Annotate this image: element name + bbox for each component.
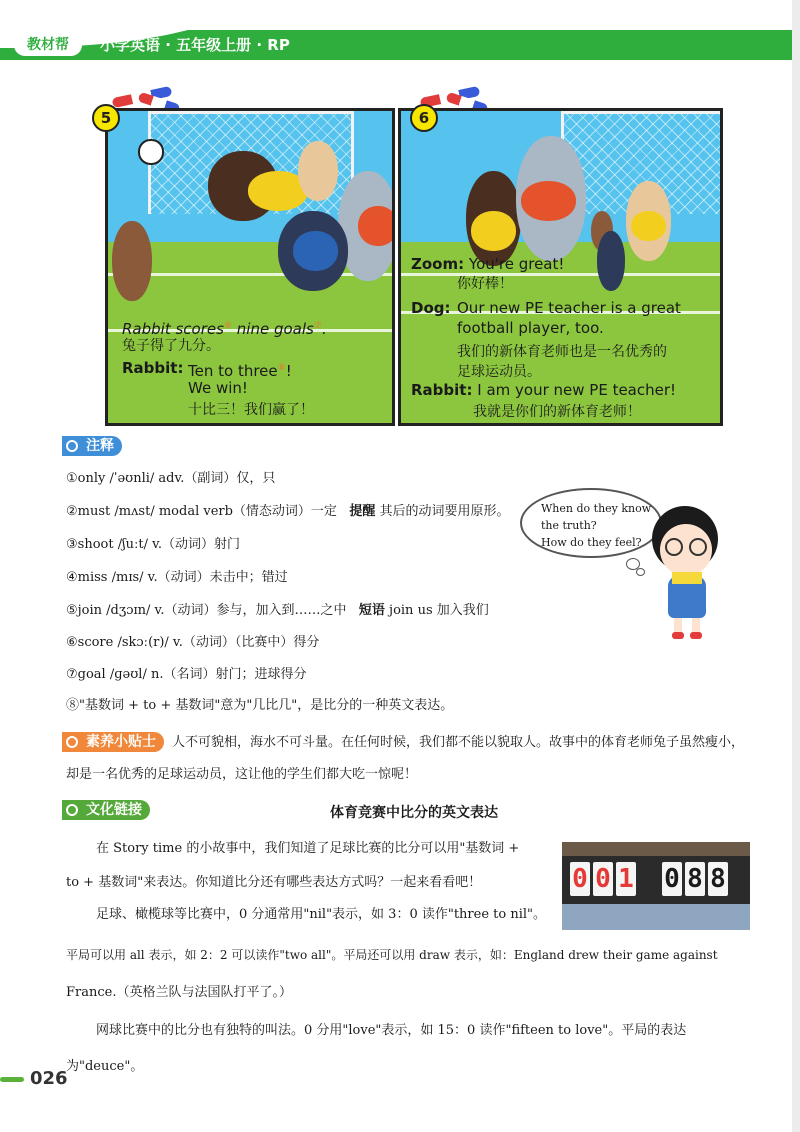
- comic-panel-5: [105, 108, 395, 426]
- culture-p1-a: 在 Story time 的小故事中，我们知道了足球比赛的比分可以用"基数词 +: [96, 841, 520, 856]
- panel5-speaker: Rabbit:: [122, 359, 184, 377]
- girl-eye-right: [689, 538, 707, 556]
- culture-p2-c: France.（英格兰队与法国队打平了。）: [66, 985, 292, 1000]
- score-digit: 1: [616, 862, 636, 896]
- girl-shoe: [690, 632, 702, 639]
- culture-p2-b: 平局可以用 all 表示，如 2：2 可以读作"two all"。平局还可以用 draw 表示，如：England drew their game against: [66, 948, 718, 962]
- panel5-narration: Rabbit scores⑥ nine goals⑦.: [122, 320, 327, 338]
- book-badge: 教材帮: [14, 34, 82, 56]
- panel6-zoom-cn: 你好棒！: [457, 276, 513, 292]
- note-7: ⑦goal /ɡəʊl/ n.（名词）射门；进球得分: [66, 667, 307, 682]
- dog-shirt: [631, 211, 666, 241]
- panel6-rabbit-line: Rabbit: I am your new PE teacher!: [411, 381, 677, 399]
- panel5-line-cn: 十比三！我们赢了！: [188, 402, 314, 418]
- note-5: ⑤join /dʒɔɪn/ v.（动词）参与，加入到……之中 短语 join us 加入我们: [66, 603, 489, 618]
- note-2: ②must /mʌst/ modal verb（情态动词）一定 提醒 其后的动词要用原形。: [66, 504, 510, 519]
- elephant-shirt: [521, 181, 576, 221]
- culture-p3-a: 网球比赛中的比分也有独特的叫法。0 分用"love"表示，如 15：0 读作"fifteen to love"。平局的表达: [96, 1023, 687, 1038]
- note-4: ④miss /mɪs/ v.（动词）未击中；错过: [66, 570, 288, 585]
- culture-p1-b: to + 基数词"来表达。你知道比分还有哪些表达方式吗？一起来看看吧！: [66, 875, 482, 890]
- stadium-seats: [562, 904, 750, 930]
- panel6-dog-line-a: Our new PE teacher is a great: [457, 299, 681, 317]
- bubble-text: When do they know the truth? How do they feel?: [541, 502, 652, 549]
- panel6-rabbit-cn: 我就是你们的新体育老师！: [473, 404, 641, 420]
- score-digit: 8: [685, 862, 705, 896]
- culture-label: 文化链接: [62, 800, 150, 820]
- panel6-zoom-line: Zoom: You're great!: [411, 255, 565, 273]
- elephant-shirt: [358, 206, 395, 246]
- squirrel-player: [112, 221, 152, 301]
- panel-number-5: 5: [92, 104, 120, 132]
- girl-shirt: [672, 572, 702, 584]
- panel6-dog-speaker: Dog:: [411, 299, 451, 317]
- book-title: 小学英语 · 五年级上册 · RP: [100, 36, 290, 54]
- scoreboard-photo: [562, 842, 750, 930]
- score-digit: 0: [593, 862, 613, 896]
- tip-line-2: 却是一名优秀的足球运动员，这让他的学生们都大吃一惊呢！: [66, 767, 418, 782]
- score-digit: 0: [570, 862, 590, 896]
- girl-shoe: [672, 632, 684, 639]
- page-header: [0, 0, 800, 62]
- note-1: ①only /ˈəʊnli/ adv.（副词）仅，只: [66, 471, 276, 486]
- page-number: 026: [30, 1068, 68, 1089]
- panel6-dog-cn-a: 我们的新体育老师也是一名优秀的: [457, 344, 667, 360]
- note-3: ③shoot /ʃuːt/ v.（动词）射门: [66, 537, 241, 552]
- panel6-dog-cn-b: 足球运动员。: [457, 364, 541, 380]
- panel6-dog-line-b: football player, too.: [457, 319, 604, 337]
- panel-number-6: 6: [410, 104, 438, 132]
- rabbit-shirt: [293, 231, 338, 271]
- scoreboard-top: [562, 842, 750, 856]
- panel5-narration-cn: 兔子得了九分。: [122, 338, 220, 354]
- panel5-line2: We win!: [188, 379, 248, 397]
- bear-shirt: [471, 211, 516, 251]
- note-6: ⑥score /skɔː(r)/ v.（动词）（比赛中）得分: [66, 635, 320, 650]
- page-edge: [792, 0, 800, 1132]
- culture-p2-a: 足球、橄榄球等比赛中，0 分通常用"nil"表示，如 3：0 读作"three to nil"。: [96, 907, 547, 922]
- page-number-bar: [0, 1077, 24, 1082]
- soccer-ball-icon: [138, 139, 164, 165]
- score-digit: 0: [662, 862, 682, 896]
- rabbit-teacher: [597, 231, 625, 291]
- comic-panel-6: [398, 108, 723, 426]
- tip-line-1: 人不可貌相，海水不可斗量。在任何时候，我们都不能以貌取人。故事中的体育老师兔子虽然瘦小，: [172, 735, 745, 750]
- score-digit: 8: [708, 862, 728, 896]
- culture-p3-b: 为"deuce"。: [66, 1059, 144, 1074]
- tip-label: 素养小贴士: [62, 732, 164, 752]
- bubble-dot: [636, 568, 645, 576]
- girl-eye-left: [665, 538, 683, 556]
- panel5-line1: Ten to three⑧!: [188, 362, 292, 380]
- dog-player: [298, 141, 338, 201]
- culture-title: 体育竞赛中比分的英文表达: [330, 805, 498, 821]
- note-8: ⑧"基数词 + to + 基数词"意为"几比几"，是比分的一种英文表达。: [66, 698, 454, 713]
- notes-label: 注释: [62, 436, 122, 456]
